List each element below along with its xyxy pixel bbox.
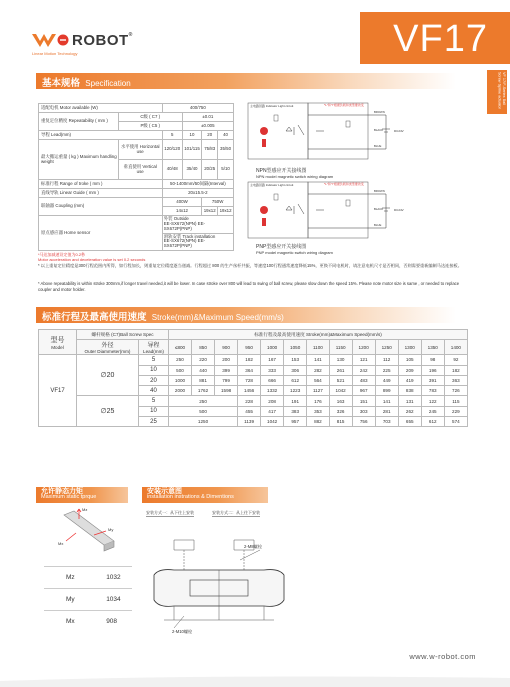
brand-logo [30,30,133,50]
model-banner [360,12,510,64]
svg-text:DC24V: DC24V [394,129,404,133]
svg-text:*L"和"I"根据负载和类型要改变: *L"和"I"根据负载和类型要改变 [324,103,364,107]
svg-text:My: My [108,527,114,532]
table-row: 标准行程 Range of troke ( mm ) 50-1400mm/50间隔(Interval) [39,180,234,189]
svg-text:BLUE: BLUE [374,144,382,148]
table-row: 10 500 455 417 383 353 326 303 281 262 245 229 [39,406,468,416]
npn-title: NPN型感应开关接线图 [256,168,307,174]
note-en: * Above repeatability is within stroke 300mm,if longer travel needed,it will be lower. In case stroke over 800 will lead to swing of ball screw, please slow down the speed 15%. Please note motor size is same , or needed to replace coupler and motor holder. [38,281,460,292]
footer-stripe [0,672,510,687]
brand-name: ROBOT® [72,31,133,49]
install-method-1: 安装方式一：从下往上安装 [146,510,194,515]
table-row: 20 1000 881 799 728 666 612 564 521 483 449 419 391 363 [39,375,468,385]
svg-text:主电路回路 Indicator Light circuit: 主电路回路 Indicator Light circuit [250,183,294,187]
table-row: Mx 908 [44,611,132,633]
moment-table [44,566,132,633]
table-row: 原点感应器 Home sensor 外装 Outside EE-SX672(NPN) EE-SX672P(PNP) [39,216,234,234]
table-row: 导程 Lead(mm) 5 10 20 40 [39,131,234,140]
pnp-wiring-diagram [246,180,436,240]
installation-drawing [144,520,294,638]
table-row: 重复定位精度 Repeatability ( mm ) C级 ( C7 ) ±0.01 [39,113,234,122]
svg-text:Mx: Mx [58,541,64,546]
table-row: ∅25 5 250 228 208 191 176 163 151 141 131 122 115 [39,396,468,406]
npn-wiring-diagram [246,101,436,161]
table-row: 滑轨安装 Track installation EE-SX672(NPN) EE-SX672P(PNP) [39,233,234,251]
stroke-section-bar [36,307,456,323]
svg-text:Mz: Mz [82,507,88,512]
table-row: VF17 ∅20 5 250 220 200 182 167 153 141 130 121 112 105 98 92 [39,355,468,365]
series-side-tab: VF 17/F-Series Ball Screw Spline actuator [487,70,507,114]
accel-note: *马达加减速设定值为0.2秒 Motor acceleration and deceleration value is set 0.2 seconds [38,252,146,263]
moment-section-bar [36,487,128,503]
note-cn: * 以上重复定位精度是300行程范围内所得，如行程加长，则重复定位精度逐当递减。行程超过 800 的生产丝杆共振，等速度100行程通常速度降低15%，更换不同电机时，请注意电机尺寸是否相同，否则需要重新编制马达连接板。 [38,263,462,268]
table-row: 最大搬运重量 ( kg ) Maximum handling weight 水平使用 Horizontal use 120/120 101/115 75/83 35/50 [39,140,234,160]
moment-section-title: 允许静态力矩 Maximum static tprque [41,488,97,501]
table-row: P级 ( C5 ) ±0.005 [39,122,234,131]
svg-text:BROWN: BROWN [374,110,385,114]
table-row: My 1034 [44,589,132,611]
install-section-title: 安装示意图 installation instrations & Dimentions [147,488,234,501]
table-row: 40 2000 1762 1598 1456 1332 1223 1127 1042 967 899 838 783 726 [39,386,468,396]
robot-logo-icon [30,30,70,50]
table-header-row: 型号 Model 螺杆规格 (C7)Ball Screw Spec 标准行程及最高使用速度 Stroke(mm)&Maximum Speed(mm/s) [39,330,468,340]
stroke-speed-table [38,329,468,427]
table-row: 垂直使用 Vertical use 40/48 35/40 20/25 5/10 [39,160,234,180]
svg-text:BROWN: BROWN [374,189,385,193]
svg-text:DC24V: DC24V [394,208,404,212]
npn-subtitle: NPN model magnetic switch wiring diagram [256,174,334,179]
install-section-bar [142,487,268,503]
svg-text:2-M8螺栓: 2-M8螺栓 [244,544,262,549]
install-method-2: 安装方式二：从上往下安装 [212,510,260,515]
svg-text:2-M10螺栓: 2-M10螺栓 [172,629,193,634]
table-row: 联轴器 Coupling (mm) 400W 750W [39,198,234,207]
spec-table [38,103,234,251]
table-row: 直线导轨 Linear Guide ( mm ) 20x15.5-2 [39,189,234,198]
model-title: VF17 [393,18,488,60]
svg-text:*L"和"I"根据负载和类型要改变: *L"和"I"根据负载和类型要改变 [324,182,364,186]
spec-section-bar [36,73,456,89]
stroke-section-title: 标准行程及最高使用速度 Stroke(mm)&Maximum Speed(mm/s) [42,312,284,323]
moment-axes-diagram [44,505,130,561]
website-link[interactable]: www.w-robot.com [409,652,476,661]
table-row: 适配电机 Motor available (W) 400/750 [39,104,234,113]
table-row: 10 500 440 399 364 333 306 282 261 242 225 209 196 182 [39,365,468,375]
svg-text:主电路回路 Indicator Light circuit: 主电路回路 Indicator Light circuit [250,104,294,108]
table-row: Mz 1032 [44,567,132,589]
spec-section-title: 基本规格 Specification [42,78,131,89]
brand-tagline: Linear Motion Technology [32,51,78,56]
table-row: 25 1250 1139 1042 957 882 815 756 703 655 612 574 [39,417,468,427]
pnp-title: PNP型感应开关接线图 [256,244,307,250]
svg-text:BLACK: BLACK [374,207,384,211]
table-row: 14x12 19x12 19x12 [39,207,234,216]
pnp-subtitle: PNP model magnetic switch wiring diagram [256,250,333,255]
svg-text:BLACK: BLACK [374,128,384,132]
table-header-row: 外径 Outer Diammeter(mm) 导程 Lead(mm) ≤800 850 900 950 1000 1050 1100 1150 1200 1250 1300 1350 1400 [39,340,468,355]
svg-text:BLUE: BLUE [374,223,382,227]
page-header [0,0,510,66]
